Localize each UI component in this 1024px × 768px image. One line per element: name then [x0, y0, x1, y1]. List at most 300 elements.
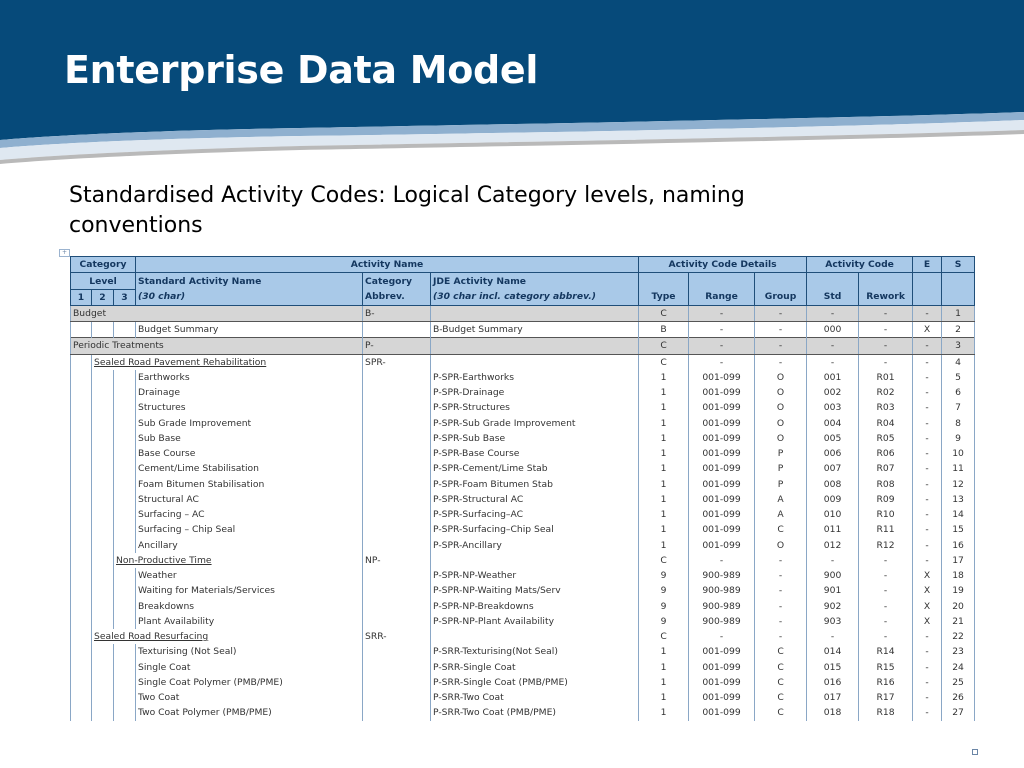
e-cell: -	[913, 477, 942, 492]
rework-cell: -	[859, 354, 913, 370]
category-abbrev-cell	[363, 431, 431, 446]
table-row	[71, 690, 975, 705]
range-cell: -	[689, 305, 755, 321]
group-cell: -	[755, 338, 807, 354]
s-cell: 25	[942, 675, 975, 690]
table-anchor-icon: +	[59, 249, 70, 257]
category-abbrev-cell: NP-	[363, 553, 431, 568]
type-cell: 1	[639, 675, 689, 690]
range-cell: 001-099	[689, 492, 755, 507]
rework-cell: R11	[859, 522, 913, 537]
category-abbrev-cell	[363, 568, 431, 583]
category-abbrev-cell	[363, 705, 431, 720]
type-cell: 9	[639, 583, 689, 598]
range-cell: 001-099	[689, 385, 755, 400]
header-std: Std	[807, 289, 859, 305]
group-cell: -	[755, 629, 807, 644]
rework-cell: R18	[859, 705, 913, 720]
s-cell: 27	[942, 705, 975, 720]
type-cell: 1	[639, 431, 689, 446]
rework-cell: R15	[859, 660, 913, 675]
range-cell: 001-099	[689, 477, 755, 492]
range-cell: 001-099	[689, 446, 755, 461]
table-row	[71, 644, 975, 659]
std-cell: 011	[807, 522, 859, 537]
header-activity-code: Activity Code	[807, 257, 913, 273]
std-cell: 010	[807, 507, 859, 522]
type-cell: 1	[639, 522, 689, 537]
table-row	[71, 385, 975, 400]
level-1-label: 1	[71, 289, 92, 305]
rework-cell: -	[859, 614, 913, 629]
jde-activity-name-cell: P-SPR-NP-Weather	[431, 568, 639, 583]
s-cell: 9	[942, 431, 975, 446]
e-cell: -	[913, 385, 942, 400]
rework-cell: R16	[859, 675, 913, 690]
group-cell: -	[755, 614, 807, 629]
s-cell: 15	[942, 522, 975, 537]
activity-name-cell: Surfacing – Chip Seal	[136, 522, 363, 537]
s-cell: 22	[942, 629, 975, 644]
rework-cell: R03	[859, 400, 913, 415]
jde-activity-name-cell: P-SRR-Texturising(Not Seal)	[431, 644, 639, 659]
activity-name-cell: Ancillary	[136, 538, 363, 553]
type-cell: 1	[639, 446, 689, 461]
table-body	[71, 305, 975, 720]
e-cell: -	[913, 629, 942, 644]
table-column-header-row	[71, 289, 975, 305]
e-cell: X	[913, 322, 942, 338]
header-rework: Rework	[859, 289, 913, 305]
category-abbrev-cell	[363, 660, 431, 675]
header-range: Range	[689, 289, 755, 305]
type-cell: 1	[639, 416, 689, 431]
table-row	[71, 583, 975, 598]
activity-codes-table	[70, 256, 975, 721]
std-cell: 012	[807, 538, 859, 553]
std-cell: 009	[807, 492, 859, 507]
category-abbrev-cell	[363, 507, 431, 522]
table-row	[71, 492, 975, 507]
jde-activity-name-cell: P-SPR-NP-Waiting Mats/Serv	[431, 583, 639, 598]
category-abbrev-cell	[363, 400, 431, 415]
range-cell: 001-099	[689, 690, 755, 705]
table-row	[71, 400, 975, 415]
activity-name-cell: Sealed Road Resurfacing	[92, 629, 363, 644]
activity-name-cell: Structures	[136, 400, 363, 415]
group-cell: O	[755, 370, 807, 385]
s-cell: 26	[942, 690, 975, 705]
group-cell: C	[755, 522, 807, 537]
activity-name-cell: Drainage	[136, 385, 363, 400]
jde-activity-name-cell: P-SPR-Structural AC	[431, 492, 639, 507]
range-cell: 900-989	[689, 583, 755, 598]
group-cell: -	[755, 354, 807, 370]
type-cell: 1	[639, 507, 689, 522]
s-cell: 7	[942, 400, 975, 415]
category-abbrev-cell	[363, 522, 431, 537]
slide-subtitle: Standardised Activity Codes: Logical Category levels, naming conventions	[69, 183, 745, 238]
category-abbrev-cell	[363, 385, 431, 400]
std-cell: 018	[807, 705, 859, 720]
activity-name-cell: Texturising (Not Seal)	[136, 644, 363, 659]
rework-cell: R02	[859, 385, 913, 400]
category-abbrev-cell	[363, 538, 431, 553]
jde-activity-name-cell: P-SPR-Sub Grade Improvement	[431, 416, 639, 431]
e-cell: -	[913, 461, 942, 476]
group-cell: C	[755, 675, 807, 690]
s-cell: 2	[942, 322, 975, 338]
category-abbrev-cell	[363, 322, 431, 338]
e-cell: X	[913, 583, 942, 598]
activity-name-cell: Sub Base	[136, 431, 363, 446]
std-cell: 016	[807, 675, 859, 690]
e-cell: -	[913, 338, 942, 354]
rework-cell: -	[859, 583, 913, 598]
jde-activity-name-cell: P-SRR-Two Coat	[431, 690, 639, 705]
activity-name-cell: Structural AC	[136, 492, 363, 507]
range-cell: 001-099	[689, 538, 755, 553]
jde-activity-name-cell: P-SPR-NP-Breakdowns	[431, 599, 639, 614]
e-cell: X	[913, 614, 942, 629]
s-cell: 18	[942, 568, 975, 583]
table-row	[71, 477, 975, 492]
activity-name-cell: Two Coat Polymer (PMB/PME)	[136, 705, 363, 720]
type-cell: C	[639, 629, 689, 644]
rework-cell: -	[859, 553, 913, 568]
activity-name-cell: Non-Productive Time	[114, 553, 363, 568]
range-cell: 900-989	[689, 599, 755, 614]
header-type: Type	[639, 289, 689, 305]
type-cell: 1	[639, 690, 689, 705]
category-abbrev-cell: SPR-	[363, 354, 431, 370]
s-cell: 23	[942, 644, 975, 659]
s-cell: 1	[942, 305, 975, 321]
type-cell: 9	[639, 568, 689, 583]
rework-cell: -	[859, 568, 913, 583]
std-cell: -	[807, 354, 859, 370]
std-cell: -	[807, 553, 859, 568]
table-row	[71, 446, 975, 461]
rework-cell: R05	[859, 431, 913, 446]
activity-name-cell: Earthworks	[136, 370, 363, 385]
table-row	[71, 322, 975, 338]
activity-name-cell: Sealed Road Pavement Rehabilitation	[92, 354, 363, 370]
type-cell: 9	[639, 614, 689, 629]
slide-title: Enterprise Data Model	[64, 48, 539, 92]
activity-name-cell: Breakdowns	[136, 599, 363, 614]
range-cell: 001-099	[689, 400, 755, 415]
jde-activity-name-cell	[431, 305, 639, 321]
table-row	[71, 538, 975, 553]
category-abbrev-cell	[363, 416, 431, 431]
table-row	[71, 354, 975, 370]
group-cell: -	[755, 305, 807, 321]
std-cell: 000	[807, 322, 859, 338]
group-cell: O	[755, 431, 807, 446]
group-cell: P	[755, 446, 807, 461]
std-cell: -	[807, 305, 859, 321]
level-3-label: 3	[114, 289, 136, 305]
activity-name-cell: Base Course	[136, 446, 363, 461]
rework-cell: R10	[859, 507, 913, 522]
jde-activity-name-cell: P-SPR-Foam Bitumen Stab	[431, 477, 639, 492]
rework-cell: R09	[859, 492, 913, 507]
activity-name-cell: Single Coat	[136, 660, 363, 675]
std-cell: 001	[807, 370, 859, 385]
range-cell: 001-099	[689, 370, 755, 385]
header-char-note: (30 char)	[136, 289, 363, 305]
table-row	[71, 338, 975, 354]
type-cell: 1	[639, 370, 689, 385]
range-cell: -	[689, 338, 755, 354]
header-group: Group	[755, 289, 807, 305]
activity-name-cell: Budget Summary	[136, 322, 363, 338]
category-abbrev-cell: P-	[363, 338, 431, 354]
jde-activity-name-cell: P-SPR-Cement/Lime Stab	[431, 461, 639, 476]
rework-cell: -	[859, 322, 913, 338]
header-abbrev-label: Abbrev.	[363, 289, 431, 305]
category-abbrev-cell	[363, 446, 431, 461]
level-2-label: 2	[92, 289, 114, 305]
header-jde-note: (30 char incl. category abbrev.)	[431, 289, 639, 305]
jde-activity-name-cell	[431, 553, 639, 568]
category-abbrev-cell	[363, 690, 431, 705]
e-cell: X	[913, 568, 942, 583]
group-cell: A	[755, 507, 807, 522]
rework-cell: R06	[859, 446, 913, 461]
table-row	[71, 599, 975, 614]
type-cell: 1	[639, 461, 689, 476]
group-cell: C	[755, 644, 807, 659]
range-cell: 900-989	[689, 568, 755, 583]
corner-marker	[972, 749, 978, 755]
jde-activity-name-cell	[431, 338, 639, 354]
jde-activity-name-cell	[431, 629, 639, 644]
rework-cell: R01	[859, 370, 913, 385]
jde-activity-name-cell: P-SPR-Surfacing–Chip Seal	[431, 522, 639, 537]
activity-name-cell: Single Coat Polymer (PMB/PME)	[136, 675, 363, 690]
table-row	[71, 705, 975, 720]
rework-cell: R12	[859, 538, 913, 553]
table-subheader-row	[71, 273, 975, 289]
group-cell: P	[755, 461, 807, 476]
category-abbrev-cell: SRR-	[363, 629, 431, 644]
table-group-header-row	[71, 257, 975, 273]
range-cell: 900-989	[689, 614, 755, 629]
group-cell: C	[755, 690, 807, 705]
group-cell: C	[755, 705, 807, 720]
e-cell: -	[913, 690, 942, 705]
type-cell: 1	[639, 477, 689, 492]
jde-activity-name-cell: P-SPR-Earthworks	[431, 370, 639, 385]
jde-activity-name-cell	[431, 354, 639, 370]
table-row	[71, 629, 975, 644]
group-cell: O	[755, 385, 807, 400]
table-row	[71, 660, 975, 675]
e-cell: -	[913, 522, 942, 537]
s-cell: 11	[942, 461, 975, 476]
header-s: S	[942, 257, 975, 273]
group-cell: -	[755, 599, 807, 614]
rework-cell: -	[859, 305, 913, 321]
header-category: Category	[71, 257, 136, 273]
e-cell: X	[913, 599, 942, 614]
activity-name-cell: Budget	[71, 305, 363, 321]
e-cell: -	[913, 416, 942, 431]
table-row	[71, 507, 975, 522]
category-abbrev-cell	[363, 370, 431, 385]
activity-name-cell: Plant Availability	[136, 614, 363, 629]
range-cell: 001-099	[689, 675, 755, 690]
header-standard-activity-name: Standard Activity Name	[136, 273, 363, 289]
category-abbrev-cell	[363, 477, 431, 492]
s-cell: 21	[942, 614, 975, 629]
header-activity-code-details: Activity Code Details	[639, 257, 807, 273]
s-cell: 14	[942, 507, 975, 522]
rework-cell: -	[859, 629, 913, 644]
e-cell: -	[913, 675, 942, 690]
group-cell: A	[755, 492, 807, 507]
category-abbrev-cell	[363, 492, 431, 507]
category-abbrev-cell	[363, 644, 431, 659]
activity-name-cell: Two Coat	[136, 690, 363, 705]
std-cell: 004	[807, 416, 859, 431]
range-cell: 001-099	[689, 705, 755, 720]
jde-activity-name-cell: P-SRR-Single Coat	[431, 660, 639, 675]
e-cell: -	[913, 354, 942, 370]
e-cell: -	[913, 538, 942, 553]
e-cell: -	[913, 492, 942, 507]
s-cell: 19	[942, 583, 975, 598]
group-cell: O	[755, 400, 807, 415]
s-cell: 3	[942, 338, 975, 354]
s-cell: 13	[942, 492, 975, 507]
rework-cell: R07	[859, 461, 913, 476]
s-cell: 12	[942, 477, 975, 492]
header-e: E	[913, 257, 942, 273]
table-row	[71, 461, 975, 476]
header-jde-activity-name: JDE Activity Name	[431, 273, 639, 289]
jde-activity-name-cell: P-SPR-Ancillary	[431, 538, 639, 553]
table-row	[71, 675, 975, 690]
activity-name-cell: Surfacing – AC	[136, 507, 363, 522]
type-cell: 1	[639, 644, 689, 659]
header-activity-name: Activity Name	[136, 257, 639, 273]
activity-name-cell: Cement/Lime Stabilisation	[136, 461, 363, 476]
std-cell: 017	[807, 690, 859, 705]
e-cell: -	[913, 370, 942, 385]
type-cell: 1	[639, 385, 689, 400]
range-cell: -	[689, 322, 755, 338]
range-cell: 001-099	[689, 660, 755, 675]
std-cell: 903	[807, 614, 859, 629]
range-cell: -	[689, 553, 755, 568]
type-cell: C	[639, 305, 689, 321]
table-row	[71, 522, 975, 537]
s-cell: 17	[942, 553, 975, 568]
activity-name-cell: Waiting for Materials/Services	[136, 583, 363, 598]
activity-name-cell: Weather	[136, 568, 363, 583]
type-cell: 1	[639, 400, 689, 415]
jde-activity-name-cell: P-SRR-Single Coat (PMB/PME)	[431, 675, 639, 690]
category-abbrev-cell: B-	[363, 305, 431, 321]
type-cell: B	[639, 322, 689, 338]
type-cell: C	[639, 553, 689, 568]
rework-cell: -	[859, 599, 913, 614]
category-abbrev-cell	[363, 461, 431, 476]
std-cell: 007	[807, 461, 859, 476]
s-cell: 10	[942, 446, 975, 461]
range-cell: -	[689, 354, 755, 370]
jde-activity-name-cell: P-SRR-Two Coat (PMB/PME)	[431, 705, 639, 720]
s-cell: 16	[942, 538, 975, 553]
std-cell: -	[807, 629, 859, 644]
range-cell: 001-099	[689, 507, 755, 522]
range-cell: 001-099	[689, 431, 755, 446]
table-row	[71, 614, 975, 629]
type-cell: 1	[639, 705, 689, 720]
type-cell: 1	[639, 492, 689, 507]
table-row	[71, 370, 975, 385]
table-row	[71, 553, 975, 568]
type-cell: 1	[639, 538, 689, 553]
jde-activity-name-cell: P-SPR-Structures	[431, 400, 639, 415]
e-cell: -	[913, 400, 942, 415]
std-cell: 902	[807, 599, 859, 614]
group-cell: P	[755, 477, 807, 492]
group-cell: -	[755, 583, 807, 598]
category-abbrev-cell	[363, 599, 431, 614]
table-row	[71, 305, 975, 321]
s-cell: 8	[942, 416, 975, 431]
type-cell: C	[639, 338, 689, 354]
group-cell: O	[755, 416, 807, 431]
activity-name-cell: Periodic Treatments	[71, 338, 363, 354]
group-cell: -	[755, 322, 807, 338]
std-cell: 015	[807, 660, 859, 675]
e-cell: -	[913, 705, 942, 720]
header-category-label: Category	[363, 273, 431, 289]
header-level: Level	[71, 273, 136, 289]
rework-cell: R04	[859, 416, 913, 431]
range-cell: 001-099	[689, 461, 755, 476]
activity-name-cell: Sub Grade Improvement	[136, 416, 363, 431]
s-cell: 6	[942, 385, 975, 400]
range-cell: 001-099	[689, 416, 755, 431]
jde-activity-name-cell: B-Budget Summary	[431, 322, 639, 338]
std-cell: 008	[807, 477, 859, 492]
e-cell: -	[913, 553, 942, 568]
type-cell: 1	[639, 660, 689, 675]
e-cell: -	[913, 446, 942, 461]
jde-activity-name-cell: P-SPR-Surfacing–AC	[431, 507, 639, 522]
rework-cell: R17	[859, 690, 913, 705]
std-cell: 006	[807, 446, 859, 461]
e-cell: -	[913, 507, 942, 522]
group-cell: -	[755, 568, 807, 583]
table-row	[71, 416, 975, 431]
table-row	[71, 568, 975, 583]
rework-cell: R08	[859, 477, 913, 492]
std-cell: 014	[807, 644, 859, 659]
group-cell: O	[755, 538, 807, 553]
std-cell: 900	[807, 568, 859, 583]
e-cell: -	[913, 644, 942, 659]
range-cell: 001-099	[689, 522, 755, 537]
s-cell: 20	[942, 599, 975, 614]
std-cell: 002	[807, 385, 859, 400]
